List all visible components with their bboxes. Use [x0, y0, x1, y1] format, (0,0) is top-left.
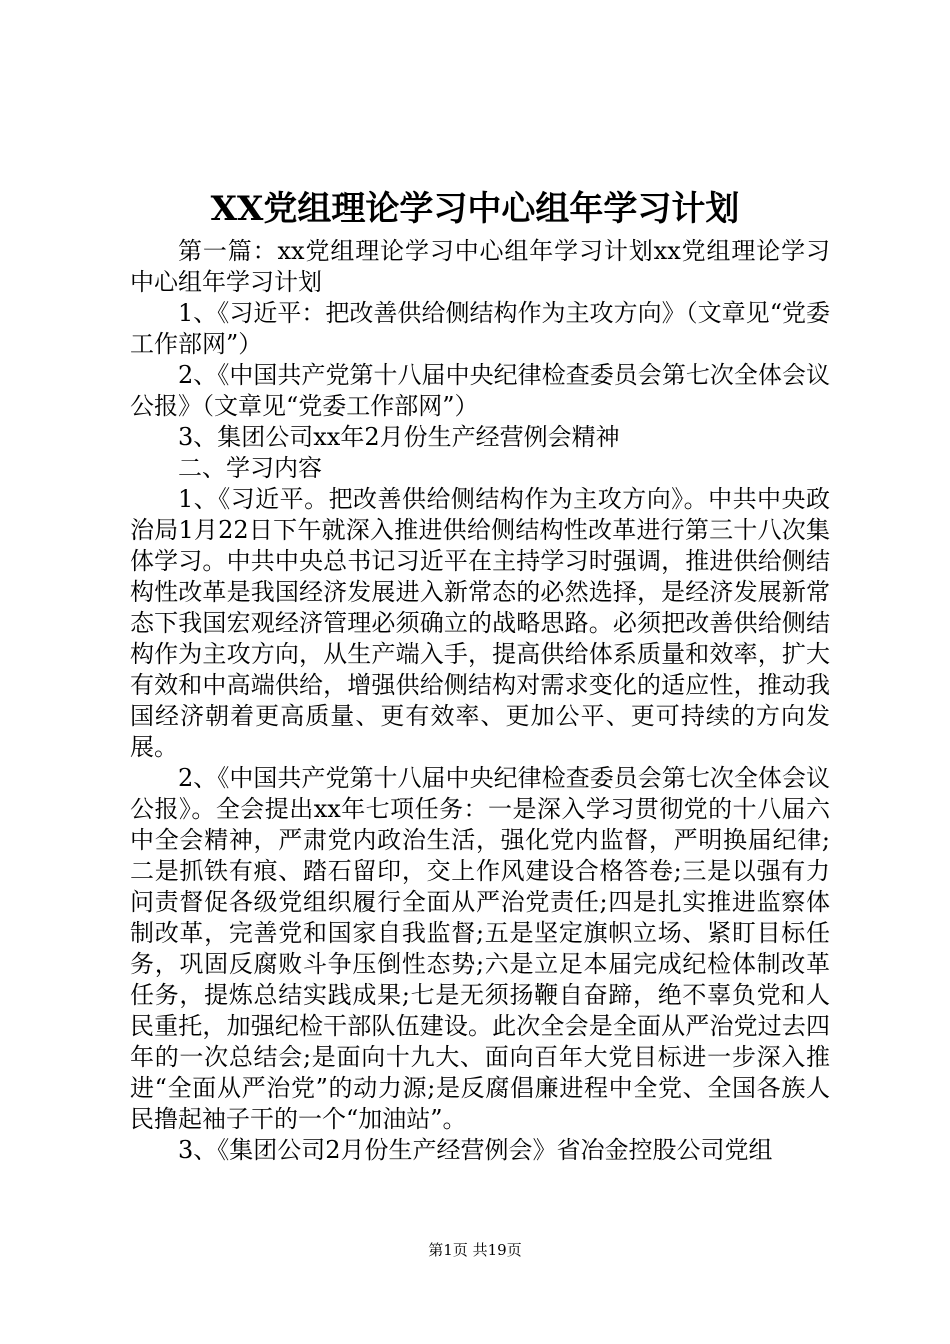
paragraph-intro: 第一篇：xx党组理论学习中心组年学习计划xx党组理论学习中心组年学习计划	[130, 237, 830, 296]
paragraph-content-3: 3、《集团公司2月份生产经营例会》省冶金控股公司党组	[178, 1136, 773, 1164]
document-body	[130, 236, 830, 1166]
paragraph-item-2: 2、《中国共产党第十八届中央纪律检查委员会第七次全体会议公报》（文章见“党委工作部网”）	[130, 361, 830, 420]
page-footer: 第1页 共19页	[428, 1241, 522, 1259]
paragraph-item-1: 1、《习近平：把改善供给侧结构作为主攻方向》（文章见“党委工作部网”）	[130, 299, 830, 358]
paragraph-content-2: 2、《中国共产党第十八届中央纪律检查委员会第七次全体会议公报》。全会提出xx年七项任务：一是深入学习贯彻党的十八届六中全会精神，严肃党内政治生活，强化党内监督，严明换届纪律;二是抓铁有痕、踏石留印，交上作风建设合格答卷;三是以强有力问责督促各级党组织履行全面从严治党责任;四是扎实推进监察体制改革，完善党和国家自我监督;五是坚定旗帜立场、紧盯目标任务，巩固反腐败斗争压倒性态势;六是立足本届完成纪检体制改革任务，提炼总结实践成果;七是无须扬鞭自奋蹄，绝不辜负党和人民重托，加强纪检干部队伍建设。此次全会是全面从严治党过去四年的一次总结会;是面向十九大、面向百年大党目标进一步深入推进“全面从严治党”的动力源;是反腐倡廉进程中全党、全国各族人民撸起袖子干的一个“加油站”。	[130, 764, 830, 1133]
section-heading-study-content: 二、学习内容	[178, 454, 322, 482]
document-title: XX党组理论学习中心组年学习计划	[210, 189, 740, 229]
paragraph-item-3: 3、集团公司xx年2月份生产经营例会精神	[178, 423, 620, 451]
paragraph-content-1: 1、《习近平。把改善供给侧结构作为主攻方向》。中共中央政治局1月22日下午就深入推进供给侧结构性改革进行第三十八次集体学习。中共中央总书记习近平在主持学习时强调，推进供给侧结构性改革是我国经济发展进入新常态的必然选择，是经济发展新常态下我国宏观经济管理必须确立的战略思路。必须把改善供给侧结构作为主攻方向，从生产端入手，提高供给体系质量和效率，扩大有效和中高端供给，增强供给侧结构对需求变化的适应性，推动我国经济朝着更高质量、更有效率、更加公平、更可持续的方向发展。	[130, 485, 830, 761]
